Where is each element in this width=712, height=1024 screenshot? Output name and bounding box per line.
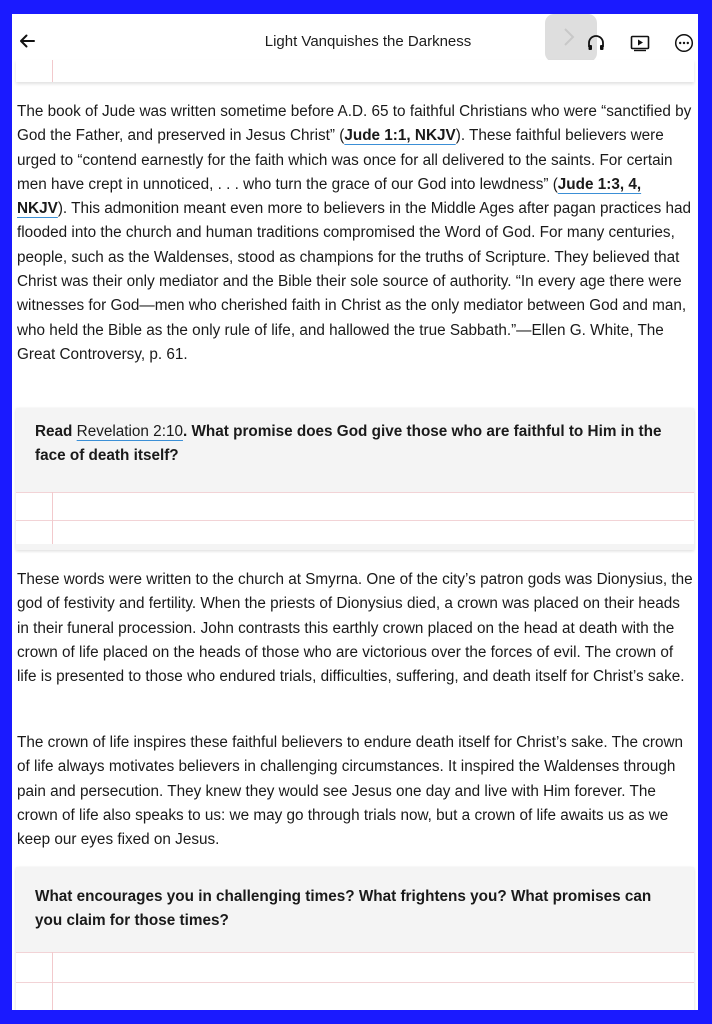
notes-area-top[interactable] (16, 60, 694, 82)
page-title: Light Vanquishes the Darkness (264, 33, 472, 50)
scripture-link-revelation-2-10[interactable]: Revelation 2:10 (76, 423, 183, 440)
question-card-1 (16, 408, 694, 550)
margin-line (52, 952, 53, 1010)
more-button[interactable] (673, 32, 695, 54)
headphones-icon (586, 33, 606, 53)
answer-line (16, 492, 694, 493)
margin-line (52, 492, 53, 544)
arrow-left-icon (18, 32, 36, 50)
text-segment: The book of Jude was written sometime before A.D. 65 to faithful Christians who were “sanctified by God the Father, and preserved in Jesus Christ” ( (17, 103, 692, 145)
reader-screen (12, 14, 698, 1010)
answer-area-2[interactable] (16, 952, 694, 1010)
question-card-2 (16, 867, 694, 1010)
back-button[interactable] (14, 28, 40, 54)
answer-line (16, 982, 694, 983)
scripture-link-jude-1-1[interactable]: Jude 1:1, NKJV (344, 127, 456, 145)
answer-line (16, 520, 694, 521)
chevron-right-icon (561, 26, 577, 48)
more-icon (674, 33, 694, 53)
question-text-1 (35, 420, 675, 469)
paragraph-1 (17, 100, 693, 367)
text-segment: ). These faithful believers were urged to “contend earnestly for the faith which was once for all delivered to the saints. For certain men have crept in unnoticed, . . . who turn the grace of our God into lewdness” ( (17, 127, 673, 193)
text-segment: Read (35, 423, 77, 440)
paragraph-2: These words were written to the church at Smyrna. One of the city’s patron gods was Dionysius, the god of festivity and fertility. When the priests of Dionysius died, a crown was placed on their heads in their funeral procession. John contrasts this earthly crown placed on the head at death with the crown of life placed on the heads of those who are victorious over the forces of evil. The crown of life is presented to those who endured trials, difficulties, suffering, and death itself for Christ’s sake. (17, 571, 693, 686)
question-text-2: What encourages you in challenging times? What frightens you? What promises can you claim for those times? (35, 888, 652, 930)
text-segment: . What promise does God give those who are faithful to Him in the face of death itself? (35, 423, 662, 465)
answer-line (16, 952, 694, 953)
play-video-icon (630, 34, 650, 52)
video-button[interactable] (629, 32, 651, 54)
answer-area-1[interactable] (16, 492, 694, 544)
scripture-link-jude-1-3[interactable]: Jude 1:3, 4, NKJV (17, 175, 642, 218)
audio-button[interactable] (585, 32, 607, 54)
margin-line (52, 60, 53, 82)
text-segment: ). This admonition meant even more to believers in the Middle Ages after pagan practices had flooded into the church and human traditions compromised the Word of God. For many centuries, people, such as the Waldenses, stood as champions for the truths of Scripture. They believed that Christ was their only mediator and the Bible their sole source of authority. “In every age there were witnesses for God—men who cherished faith in Christ as the only mediator between God and man, who held the Bible as the only rule of life, and hallowed the true Sabbath.”—Ellen G. White, The Great Controversy, p. 61. (17, 200, 692, 363)
paragraph-3: The crown of life inspires these faithful believers to endure death itself for Christ’s sake. The crown of life always motivates believers in challenging circumstances. It inspired the Waldenses through pain and persecution. They knew they would see Jesus one day and live with Him forever. The crown of life also speaks to us: we may go through trials now, but a crown of life awaits us as we keep our eyes fixed on Jesus. (17, 734, 684, 849)
